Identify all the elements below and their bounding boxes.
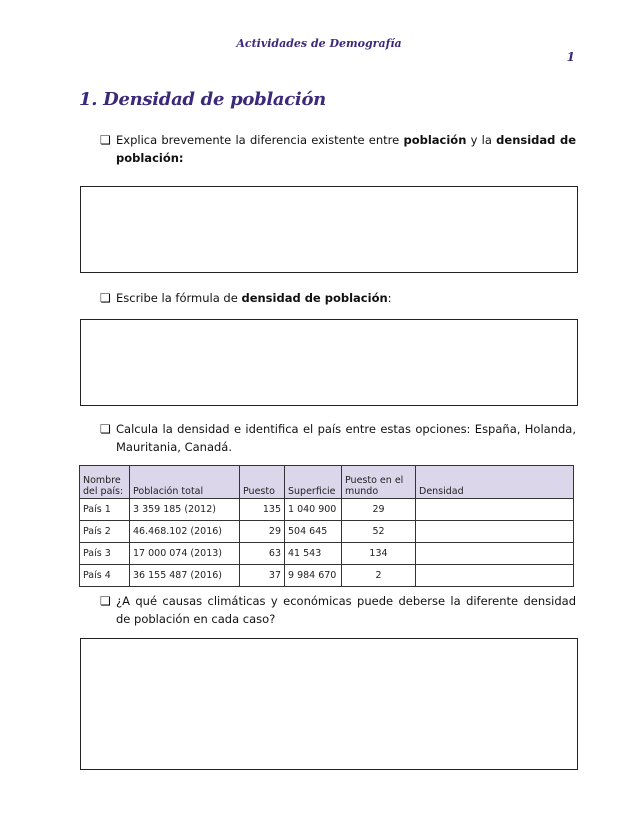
cell-country: País 4 [80,565,130,587]
table-row [80,499,574,521]
question-3-text: Calcula la densidad e identifica el país entre estas opciones: España, Holanda, Mauritania, Canadá. [116,422,576,454]
cell-rank: 135 [240,499,285,521]
checkbox-bullet-icon: ❏ [100,133,111,147]
question-2-text: Escribe la fórmula de densidad de población: [116,291,392,305]
cell-rank: 63 [240,543,285,565]
table-row [80,565,574,587]
question-3 [100,420,576,456]
table-row [80,543,574,565]
cell-density[interactable] [416,499,574,521]
page-number: 1 [566,50,575,64]
cell-density[interactable] [416,565,574,587]
cell-world-rank: 52 [342,521,416,543]
header-rank: Puesto [240,466,285,499]
question-1 [100,131,576,167]
cell-world-rank: 29 [342,499,416,521]
question-2 [100,289,576,307]
cell-world-rank: 2 [342,565,416,587]
answer-box-1[interactable] [80,186,578,273]
cell-country: País 3 [80,543,130,565]
cell-country: País 1 [80,499,130,521]
cell-area: 9 984 670 [285,565,342,587]
header-population: Población total [130,466,240,499]
header-area: Superficie [285,466,342,499]
checkbox-bullet-icon: ❏ [100,291,111,305]
cell-population: 36 155 487 (2016) [130,565,240,587]
cell-population: 46.468.102 (2016) [130,521,240,543]
checkbox-bullet-icon: ❏ [100,594,111,608]
cell-rank: 29 [240,521,285,543]
cell-area: 41 543 [285,543,342,565]
header-world-rank: Puesto en el mundo [342,466,416,499]
cell-population: 17 000 074 (2013) [130,543,240,565]
checkbox-bullet-icon: ❏ [100,422,111,436]
cell-area: 504 645 [285,521,342,543]
section-title: 1. Densidad de población [79,89,326,110]
question-4 [100,592,576,628]
cell-country: País 2 [80,521,130,543]
table-header-row [80,466,574,499]
cell-world-rank: 134 [342,543,416,565]
cell-area: 1 040 900 [285,499,342,521]
answer-box-2[interactable] [80,319,578,406]
question-1-text: Explica brevemente la diferencia existente entre población y la densidad de población: [116,133,577,165]
density-table [79,465,574,587]
cell-density[interactable] [416,521,574,543]
cell-rank: 37 [240,565,285,587]
cell-population: 3 359 185 (2012) [130,499,240,521]
header-country: Nombre del país: [80,466,130,499]
answer-box-4[interactable] [80,638,578,770]
header-density: Densidad [416,466,574,499]
question-4-text: ¿A qué causas climáticas y económicas puede deberse la diferente densidad de población en cada caso? [116,594,576,626]
table-row [80,521,574,543]
page-header-title: Actividades de Demografía [236,37,402,50]
cell-density[interactable] [416,543,574,565]
